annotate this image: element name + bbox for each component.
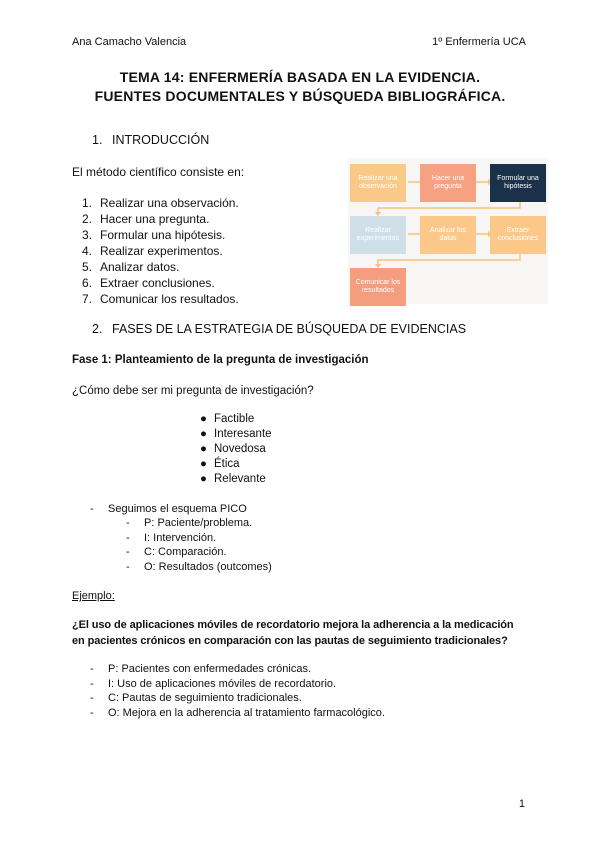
section-label: FASES DE LA ESTRATEGIA DE BÚSQUEDA DE EVIDENCIAS: [112, 322, 467, 336]
example-label: Ejemplo:: [72, 590, 115, 602]
diagram-box-conclusiones: Extraer conclusiones: [490, 216, 546, 254]
criteria-list: [200, 412, 272, 487]
list-item: ● Ética: [200, 458, 240, 470]
list-item: - I: Uso de aplicaciones móviles de recordatorio.: [90, 677, 337, 690]
section-heading-fases: [92, 322, 466, 336]
pico-list: [126, 516, 272, 574]
list-item: 2. Hacer una pregunta.: [81, 212, 210, 226]
section-heading-introduccion: [92, 133, 209, 147]
question-text: ¿Cómo debe ser mi pregunta de investigación?: [72, 385, 314, 397]
example-pico-list: [90, 662, 385, 720]
pico-lead: - Seguimos el esquema PICO: [90, 503, 247, 515]
section-number: 2.: [92, 322, 103, 336]
pico-block: [90, 502, 247, 517]
list-item: 6. Extraer conclusiones.: [81, 276, 215, 290]
intro-text: El método científico consiste en:: [72, 165, 245, 179]
header-course: 1º Enfermería UCA: [432, 36, 526, 48]
diagram-box-observacion: Realizar una observación: [350, 164, 406, 202]
list-item: ● Novedosa: [200, 443, 266, 455]
list-item: - P: Pacientes con enfermedades crónicas.: [90, 663, 312, 675]
list-item: ● Relevante: [200, 473, 266, 485]
list-item: - P: Paciente/problema.: [126, 517, 253, 529]
list-item: 4. Realizar experimentos.: [81, 244, 223, 258]
section-label: INTRODUCCIÓN: [112, 133, 210, 147]
header-author: Ana Camacho Valencia: [72, 36, 187, 48]
list-item: 7. Comunicar los resultados.: [81, 292, 239, 306]
diagram-box-comunicar: Comunicar los resultados: [350, 268, 406, 306]
list-item: - O: Resultados (outcomes): [126, 560, 272, 573]
page-title-line2: FUENTES DOCUMENTALES Y BÚSQUEDA BIBLIOGRÁFICA.: [94, 88, 506, 104]
method-steps-list: [72, 195, 239, 307]
list-item: - I: Intervención.: [126, 531, 217, 544]
diagram-box-hipotesis: Formular una hipótesis: [490, 164, 546, 202]
diagram-box-pregunta: Hacer una pregunta: [420, 164, 476, 202]
page-title-line1: TEMA 14: ENFERMERÍA BASADA EN LA EVIDENCIA.: [119, 69, 481, 85]
diagram-box-analizar: Analizar los datos: [420, 216, 476, 254]
page-number: 1: [518, 798, 525, 810]
diagram-box-experimentos: Realizar experimentos: [350, 216, 406, 254]
list-item: 5. Analizar datos.: [81, 260, 180, 274]
list-item: 3. Formular una hipótesis.: [81, 228, 226, 242]
section-number: 1.: [92, 133, 103, 147]
list-item: - C: Comparación.: [126, 546, 227, 558]
phase1-heading: Fase 1: Planteamiento de la pregunta de investigación: [72, 354, 369, 366]
list-item: ● Factible: [200, 413, 255, 425]
list-item: 1. Realizar una observación.: [81, 196, 239, 210]
list-item: ● Interesante: [200, 428, 272, 440]
list-item: - O: Mejora en la adherencia al tratamiento farmacológico.: [90, 706, 385, 719]
example-question: ¿El uso de aplicaciones móviles de recordatorio mejora la adherencia a la medicación en pacientes crónicos en comparación con las pautas de seguimiento tradicionales?: [72, 619, 514, 647]
list-item: - C: Pautas de seguimiento tradicionales.: [90, 692, 302, 704]
